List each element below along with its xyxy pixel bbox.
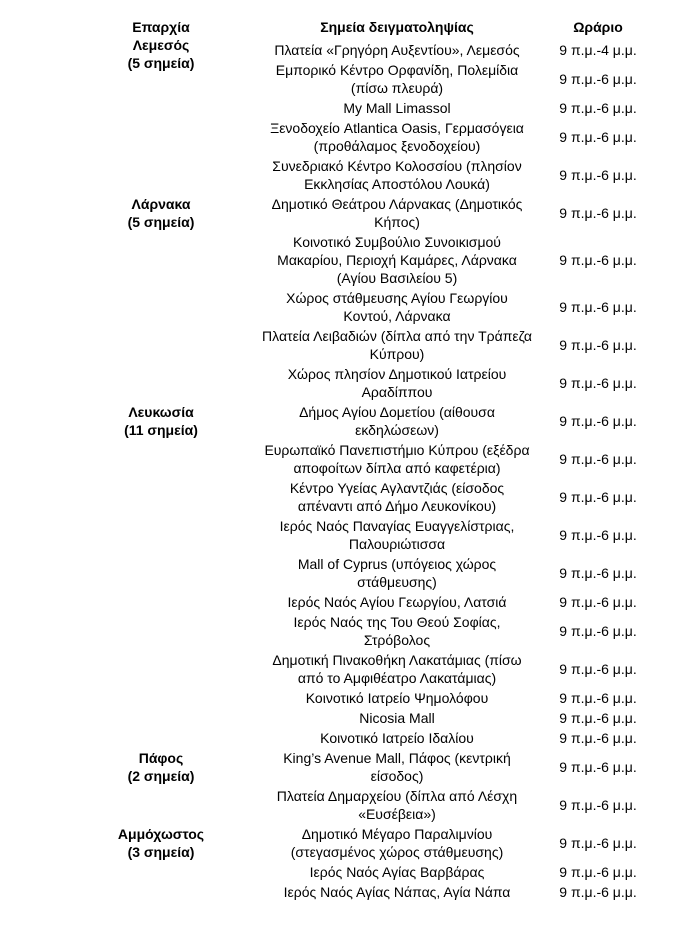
location-cell — [242, 651, 552, 687]
location-line: Πλατεία «Γρηγόρη Αυξεντίου», Λεμεσός — [274, 42, 520, 58]
location-line: Ιερός Ναός Αγίας Νάπας, Αγία Νάπα — [283, 884, 511, 900]
location-cell — [242, 233, 552, 287]
hours-cell: 9 π.μ.-6 μ.μ. — [559, 864, 637, 880]
location-cell — [242, 157, 552, 193]
location-line: Μακαρίου, Περιοχή Καμάρες, Λάρνακα — [277, 252, 517, 268]
hours-cell: 9 π.μ.-6 μ.μ. — [559, 730, 637, 746]
location-line: Πλατεία Λειβαδιών (δίπλα από την Τράπεζα — [262, 328, 532, 344]
location-cell — [242, 403, 552, 439]
table-row — [0, 516, 681, 554]
district-name: Αμμόχωστος — [117, 826, 205, 842]
table-row — [0, 554, 681, 592]
table-row — [0, 688, 681, 708]
table-row — [0, 288, 681, 326]
location-cell — [242, 517, 552, 553]
location-line: Δημοτική Πινακοθήκη Λακατάμιας (πίσω — [272, 652, 522, 668]
location-cell — [242, 729, 552, 747]
location-cell — [242, 883, 552, 901]
location-line: Παλουριώτισσα — [348, 536, 446, 552]
location-cell — [242, 613, 552, 649]
location-cell — [242, 863, 552, 881]
location-line: (Αγίου Βασιλείου 5) — [336, 270, 458, 286]
table-row — [0, 882, 681, 902]
district-count: (11 σημεία) — [124, 422, 198, 438]
location-line: Ευρωπαϊκό Πανεπιστήμιο Κύπρου (εξέδρα — [264, 442, 530, 458]
district-count: (3 σημεία) — [127, 844, 195, 860]
location-line: Ιερός Ναός της Του Θεού Σοφίας, — [293, 614, 501, 630]
table-row — [0, 650, 681, 688]
header-district: Επαρχία — [132, 18, 190, 35]
hours-cell: 9 π.μ.-6 μ.μ. — [559, 375, 637, 391]
hours-cell: 9 π.μ.-6 μ.μ. — [559, 413, 637, 429]
district-count: (2 σημεία) — [127, 768, 195, 784]
location-line: Κοντού, Λάρνακα — [343, 308, 451, 324]
location-line: από το Αμφιθέατρο Λακατάμιας) — [297, 670, 497, 686]
district-lemesos — [80, 36, 242, 72]
header-location: Σημεία δειγματοληψίας — [320, 19, 474, 35]
location-cell — [242, 479, 552, 515]
table-row — [0, 364, 681, 402]
location-line: Συνεδριακό Κέντρο Κολοσσίου (πλησίον — [272, 158, 522, 174]
hours-cell: 9 π.μ.-6 μ.μ. — [559, 451, 637, 467]
hours-cell: 9 π.μ.-6 μ.μ. — [559, 759, 637, 775]
district-ammochostos — [80, 825, 242, 861]
location-line: Δημοτικό Θεάτρου Λάρνακας (Δημοτικός — [271, 196, 523, 212]
table-row — [0, 592, 681, 612]
hours-cell: 9 π.μ.-6 μ.μ. — [559, 594, 637, 610]
location-line: αποφοίτων δίπλα από καφετέρια) — [293, 460, 501, 476]
district-larnaka — [80, 195, 242, 231]
location-line: (πίσω πλευρά) — [350, 80, 444, 96]
location-cell — [242, 41, 552, 59]
location-line: Δήμος Αγίου Δομετίου (αίθουσα — [299, 404, 495, 420]
location-line: είσοδος) — [370, 768, 424, 784]
location-line: Ιερός Ναός Αγίου Γεωργίου, Λατσιά — [287, 594, 507, 610]
location-line: Ιερός Ναός Παναγίας Ευαγγελίστριας, — [279, 518, 515, 534]
location-line: Χώρος πλησίον Δημοτικού Ιατρείου — [287, 366, 507, 382]
location-cell — [242, 749, 552, 785]
location-cell — [242, 61, 552, 97]
location-cell — [242, 555, 552, 591]
location-line: King’s Avenue Mall, Πάφος (κεντρική — [283, 750, 511, 766]
table-row — [0, 708, 681, 728]
table-row — [0, 728, 681, 748]
table-row — [0, 326, 681, 364]
hours-cell: 9 π.μ.-6 μ.μ. — [559, 71, 637, 87]
header-hours: Ωράριο — [573, 19, 623, 35]
table-row — [0, 862, 681, 882]
location-cell — [242, 99, 552, 117]
district-name: Πάφος — [138, 750, 184, 766]
hours-cell: 9 π.μ.-6 μ.μ. — [559, 690, 637, 706]
location-line: Κήπος) — [374, 214, 420, 230]
hours-cell: 9 π.μ.-6 μ.μ. — [559, 337, 637, 353]
hours-cell: 9 π.μ.-6 μ.μ. — [559, 623, 637, 639]
hours-cell: 9 π.μ.-4 μ.μ. — [559, 42, 637, 58]
hours-cell: 9 π.μ.-6 μ.μ. — [559, 527, 637, 543]
hours-cell: 9 π.μ.-6 μ.μ. — [559, 252, 637, 268]
hours-cell: 9 π.μ.-6 μ.μ. — [559, 205, 637, 221]
table-row — [0, 118, 681, 156]
table-row — [0, 98, 681, 118]
location-line: Πλατεία Δημαρχείου (δίπλα από Λέσχη — [276, 788, 518, 804]
location-line: εκδηλώσεων) — [355, 422, 439, 438]
district-name: Λευκωσία — [128, 404, 194, 420]
location-line: Χώρος στάθμευσης Αγίου Γεωργίου — [286, 290, 508, 306]
location-line: Ξενοδοχείο Atlantica Oasis, Γερμασόγεια — [270, 120, 524, 136]
location-line: Εκκλησίας Αποστόλου Λουκά) — [304, 176, 490, 192]
location-line: Εμπορικό Κέντρο Ορφανίδη, Πολεμίδια — [275, 62, 519, 78]
location-line: Κοινοτικό Συμβούλιο Συνοικισμού — [293, 234, 501, 250]
hours-cell: 9 π.μ.-6 μ.μ. — [559, 489, 637, 505]
table-row — [0, 232, 681, 288]
hours-cell: 9 π.μ.-6 μ.μ. — [559, 100, 637, 116]
location-line: Κοινοτικό Ιατρείο Ιδαλίου — [320, 730, 474, 746]
location-line: Αραδίππου — [361, 384, 433, 400]
location-line: Nicosia Mall — [359, 710, 435, 726]
table-row — [0, 786, 681, 824]
district-name: Λεμεσός — [132, 37, 190, 53]
location-cell — [242, 709, 552, 727]
district-lefkosia — [80, 403, 242, 439]
district-count: (5 σημεία) — [127, 55, 195, 71]
location-line: Ιερός Ναός Αγίας Βαρβάρας — [309, 864, 485, 880]
location-line: My Mall Limassol — [343, 100, 451, 116]
hours-cell: 9 π.μ.-6 μ.μ. — [559, 167, 637, 183]
hours-cell: 9 π.μ.-6 μ.μ. — [559, 835, 637, 851]
hours-cell: 9 π.μ.-6 μ.μ. — [559, 661, 637, 677]
location-line: (στεγασμένος χώρος στάθμευσης) — [290, 844, 504, 860]
hours-cell: 9 π.μ.-6 μ.μ. — [559, 710, 637, 726]
location-cell — [242, 825, 552, 861]
location-line: απέναντι από Δήμο Λευκονίκου) — [297, 498, 497, 514]
location-cell — [242, 593, 552, 611]
location-line: «Ευσέβεια») — [358, 806, 436, 822]
hours-cell: 9 π.μ.-6 μ.μ. — [559, 299, 637, 315]
location-line: Στρόβολος — [363, 632, 431, 648]
location-line: Κύπρου) — [369, 346, 425, 362]
location-line: Κέντρο Υγείας Αγλαντζιάς (είσοδος — [289, 480, 505, 496]
hours-cell: 9 π.μ.-6 μ.μ. — [559, 565, 637, 581]
table-row — [0, 478, 681, 516]
district-count: (5 σημεία) — [127, 214, 195, 230]
location-line: Mall of Cyprus (υπόγειος χώρος — [297, 556, 497, 572]
location-cell — [242, 441, 552, 477]
location-cell — [242, 689, 552, 707]
location-line: (προθάλαμος ξενοδοχείου) — [313, 138, 481, 154]
table-row — [0, 156, 681, 194]
location-cell — [242, 787, 552, 823]
location-cell — [242, 327, 552, 363]
location-cell — [242, 289, 552, 325]
location-cell — [242, 365, 552, 401]
location-cell — [242, 119, 552, 155]
location-cell — [242, 195, 552, 231]
location-line: στάθμευσης) — [357, 574, 437, 590]
district-name: Λάρνακα — [131, 196, 191, 212]
location-line: Κοινοτικό Ιατρείο Ψημολόφου — [305, 690, 489, 706]
hours-cell: 9 π.μ.-6 μ.μ. — [559, 129, 637, 145]
hours-cell: 9 π.μ.-6 μ.μ. — [559, 884, 637, 900]
district-pafos — [80, 749, 242, 785]
location-line: Δημοτικό Μέγαρο Παραλιμνίου — [301, 826, 493, 842]
table-row — [0, 440, 681, 478]
table-row — [0, 612, 681, 650]
hours-cell: 9 π.μ.-6 μ.μ. — [559, 797, 637, 813]
